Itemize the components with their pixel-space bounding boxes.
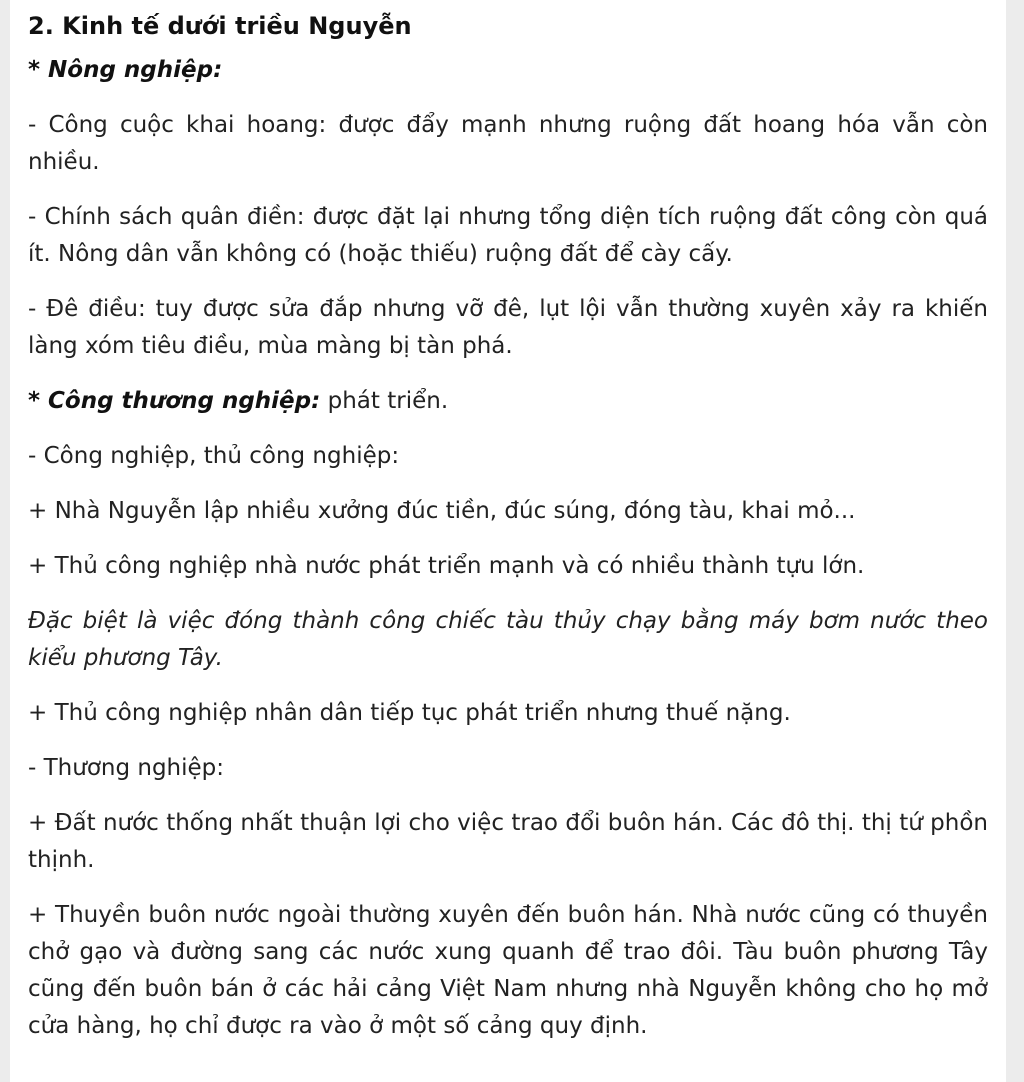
agriculture-label: * Nông nghiệp: xyxy=(28,57,223,83)
industry-item-state-crafts: + Thủ công nghiệp nhà nước phát triển mạnh và có nhiều thành tựu lớn. xyxy=(28,553,865,579)
industry-trade-suffix: phát triển. xyxy=(320,388,449,414)
industry-title: - Công nghiệp, thủ công nghiệp: xyxy=(28,443,400,469)
industry-trade-subheading xyxy=(28,383,988,420)
industry-highlight-steamship: Đặc biệt là việc đóng thành công chiếc tàu thủy chạy bằng máy bơm nước theo kiểu phương Tây. xyxy=(28,608,988,671)
agriculture-subheading xyxy=(28,52,988,89)
agriculture-item-land-reclamation: - Công cuộc khai hoang: được đẩy mạnh nhưng ruộng đất hoang hóa vẫn còn nhiều. xyxy=(28,112,988,175)
industry-trade-label: * Công thương nghiệp: xyxy=(28,388,321,414)
trade-item-foreign: + Thuyền buôn nước ngoài thường xuyên đến buôn hán. Nhà nước cũng có thuyền chở gạo và đường sang các nước xung quanh để trao đôi. Tàu buôn phương Tây cũng đến buôn bán ở các hải cảng Việt Nam nhưng nhà Nguyễn không cho họ mở cửa hàng, họ chỉ được ra vào ở một số cảng quy định. xyxy=(28,902,988,1039)
industry-item-workshops: + Nhà Nguyễn lập nhiều xưởng đúc tiền, đúc súng, đóng tàu, khai mỏ... xyxy=(28,498,856,524)
industry-item-folk-crafts: + Thủ công nghiệp nhân dân tiếp tục phát triển nhưng thuế nặng. xyxy=(28,700,791,726)
agriculture-item-dykes: - Đê điều: tuy được sửa đắp nhưng vỡ đê, lụt lội vẫn thường xuyên xảy ra khiến làng xóm tiêu điều, mùa màng bị tàn phá. xyxy=(28,296,988,359)
document-page xyxy=(10,0,1006,1082)
trade-title: - Thương nghiệp: xyxy=(28,755,225,781)
agriculture-item-land-policy: - Chính sách quân điền: được đặt lại nhưng tổng diện tích ruộng đất công còn quá ít. Nông dân vẫn không có (hoặc thiếu) ruộng đất để cày cấy. xyxy=(28,204,988,267)
trade-item-domestic: + Đất nước thống nhất thuận lợi cho việc trao đổi buôn hán. Các đô thị. thị tứ phồn thịnh. xyxy=(28,810,988,873)
section-heading: 2. Kinh tế dưới triều Nguyễn xyxy=(28,12,412,40)
